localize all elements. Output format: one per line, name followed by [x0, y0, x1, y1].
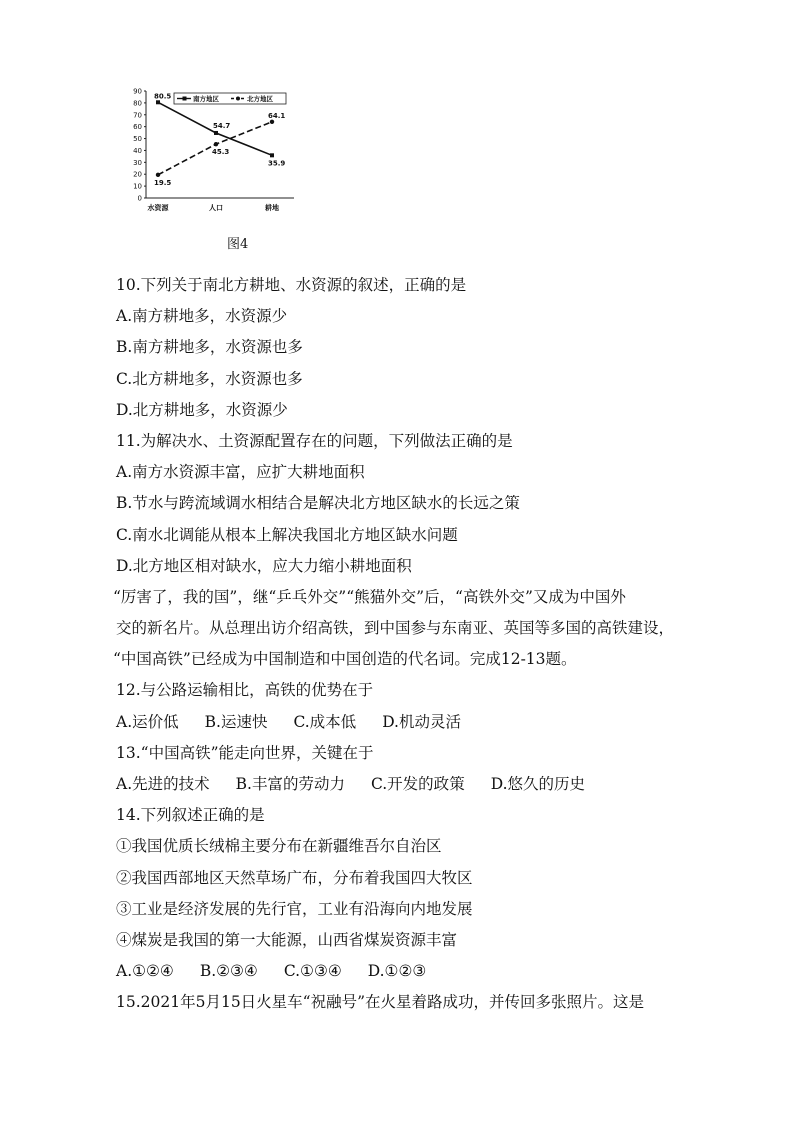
legend-label-north: 北方地区: [247, 95, 273, 103]
text-line: A.南方水资源丰富，应扩大耕地面积: [116, 463, 365, 482]
text-line: B.节水与跨流域调水相结合是解决北方地区缺水的长远之策: [116, 494, 520, 513]
text-line: 15.2021年5月15日火星车“祝融号”在火星着路成功，并传回多张照片。这是: [116, 993, 645, 1012]
text-line: ③工业是经济发展的先行官，工业有沿海向内地发展: [116, 899, 473, 918]
question-text: [113, 270, 696, 1019]
data-label: 35.9: [268, 159, 286, 168]
text-line: C.南水北调能从根本上解决我国北方地区缺水问题: [116, 525, 458, 544]
option-row: [116, 707, 696, 738]
text-line: ④煤炭是我国的第一大能源，山西省煤炭资源丰富: [116, 930, 458, 949]
figure-caption: 图4: [227, 237, 249, 252]
text-line: 14.下列叙述正确的是: [116, 806, 265, 825]
answer-option: B.丰富的劳动力: [235, 775, 345, 793]
text-line: 10.下列关于南北方耕地、水资源的叙述，正确的是: [116, 276, 467, 294]
data-point-north: [270, 120, 274, 124]
answer-option: D.悠久的历史: [490, 775, 586, 793]
data-label: 19.5: [154, 178, 172, 187]
x-category-label: 耕地: [265, 204, 279, 212]
answer-option: A.①②④: [116, 962, 174, 981]
text-line: 12.与公路运输相比，高铁的优势在于: [116, 681, 374, 700]
text-line: A.南方耕地多，水资源少: [116, 307, 288, 326]
answer-option: C.开发的政策: [370, 775, 465, 793]
data-point-south: [270, 153, 274, 157]
y-tick-label: 10: [133, 182, 142, 191]
text-line: “厉害了，我的国”，继“乒乓外交”“熊猫外交”后，“高铁外交”又成为中国外: [113, 587, 626, 606]
data-point-south: [156, 100, 160, 104]
answer-option: B.运速快: [204, 712, 268, 731]
text-line: ①我国优质长绒棉主要分布在新疆维吾尔自治区: [116, 837, 442, 856]
data-label: 54.7: [213, 121, 231, 130]
answer-option: A.先进的技术: [116, 775, 210, 793]
y-tick-label: 30: [133, 158, 142, 167]
figure-4-line-chart: [128, 86, 296, 214]
text-line: D.北方地区相对缺水，应大力缩小耕地面积: [116, 556, 412, 575]
y-tick-label: 50: [133, 135, 142, 144]
option-row: [116, 769, 696, 800]
data-label: 45.3: [212, 148, 230, 157]
text-line: 13.“中国高铁”能走向世界，关键在于: [116, 743, 374, 762]
data-point-north: [214, 142, 218, 146]
y-tick-label: 80: [133, 99, 142, 108]
legend-marker-north: [236, 97, 240, 101]
answer-option: D.机动灵活: [382, 712, 461, 731]
text-line: 交的新名片。从总理出访介绍高铁，到中国参与东南亚、英国等多国的高铁建设，: [116, 619, 675, 638]
answer-option: A.运价低: [116, 712, 179, 731]
text-line: ②我国西部地区天然草场广布，分布着我国四大牧区: [116, 868, 473, 887]
legend-label-south: 南方地区: [193, 95, 219, 103]
text-line: D.北方耕地多，水资源少: [116, 400, 288, 419]
text-line: “中国高铁”已经成为中国制造和中国创造的代名词。完成12-13题。: [113, 650, 577, 669]
answer-option: B.②③④: [199, 962, 258, 981]
text-line: 11.为解决水、土资源配置存在的问题，下列做法正确的是: [116, 431, 513, 450]
y-tick-label: 70: [133, 111, 142, 120]
y-tick-label: 90: [133, 87, 142, 96]
legend-marker-south: [183, 97, 187, 101]
data-point-south: [214, 131, 218, 135]
data-label: 64.1: [268, 111, 286, 120]
data-label: 80.5: [154, 92, 172, 101]
answer-option: D.①②③: [367, 962, 427, 981]
text-line: B.南方耕地多，水资源也多: [116, 338, 303, 357]
text-line: C.北方耕地多，水资源也多: [116, 369, 303, 388]
y-tick-label: 20: [133, 170, 142, 179]
x-category-label: 人口: [209, 204, 223, 212]
x-category-label: 水资源: [147, 204, 169, 212]
answer-option: C.成本低: [293, 712, 357, 731]
option-row: [116, 956, 696, 987]
data-point-north: [156, 173, 160, 177]
y-tick-label: 60: [133, 123, 142, 132]
y-tick-label: 0: [137, 194, 142, 203]
answer-option: C.①③④: [283, 962, 342, 981]
y-tick-label: 40: [133, 146, 142, 155]
line-chart-svg: [128, 86, 296, 214]
